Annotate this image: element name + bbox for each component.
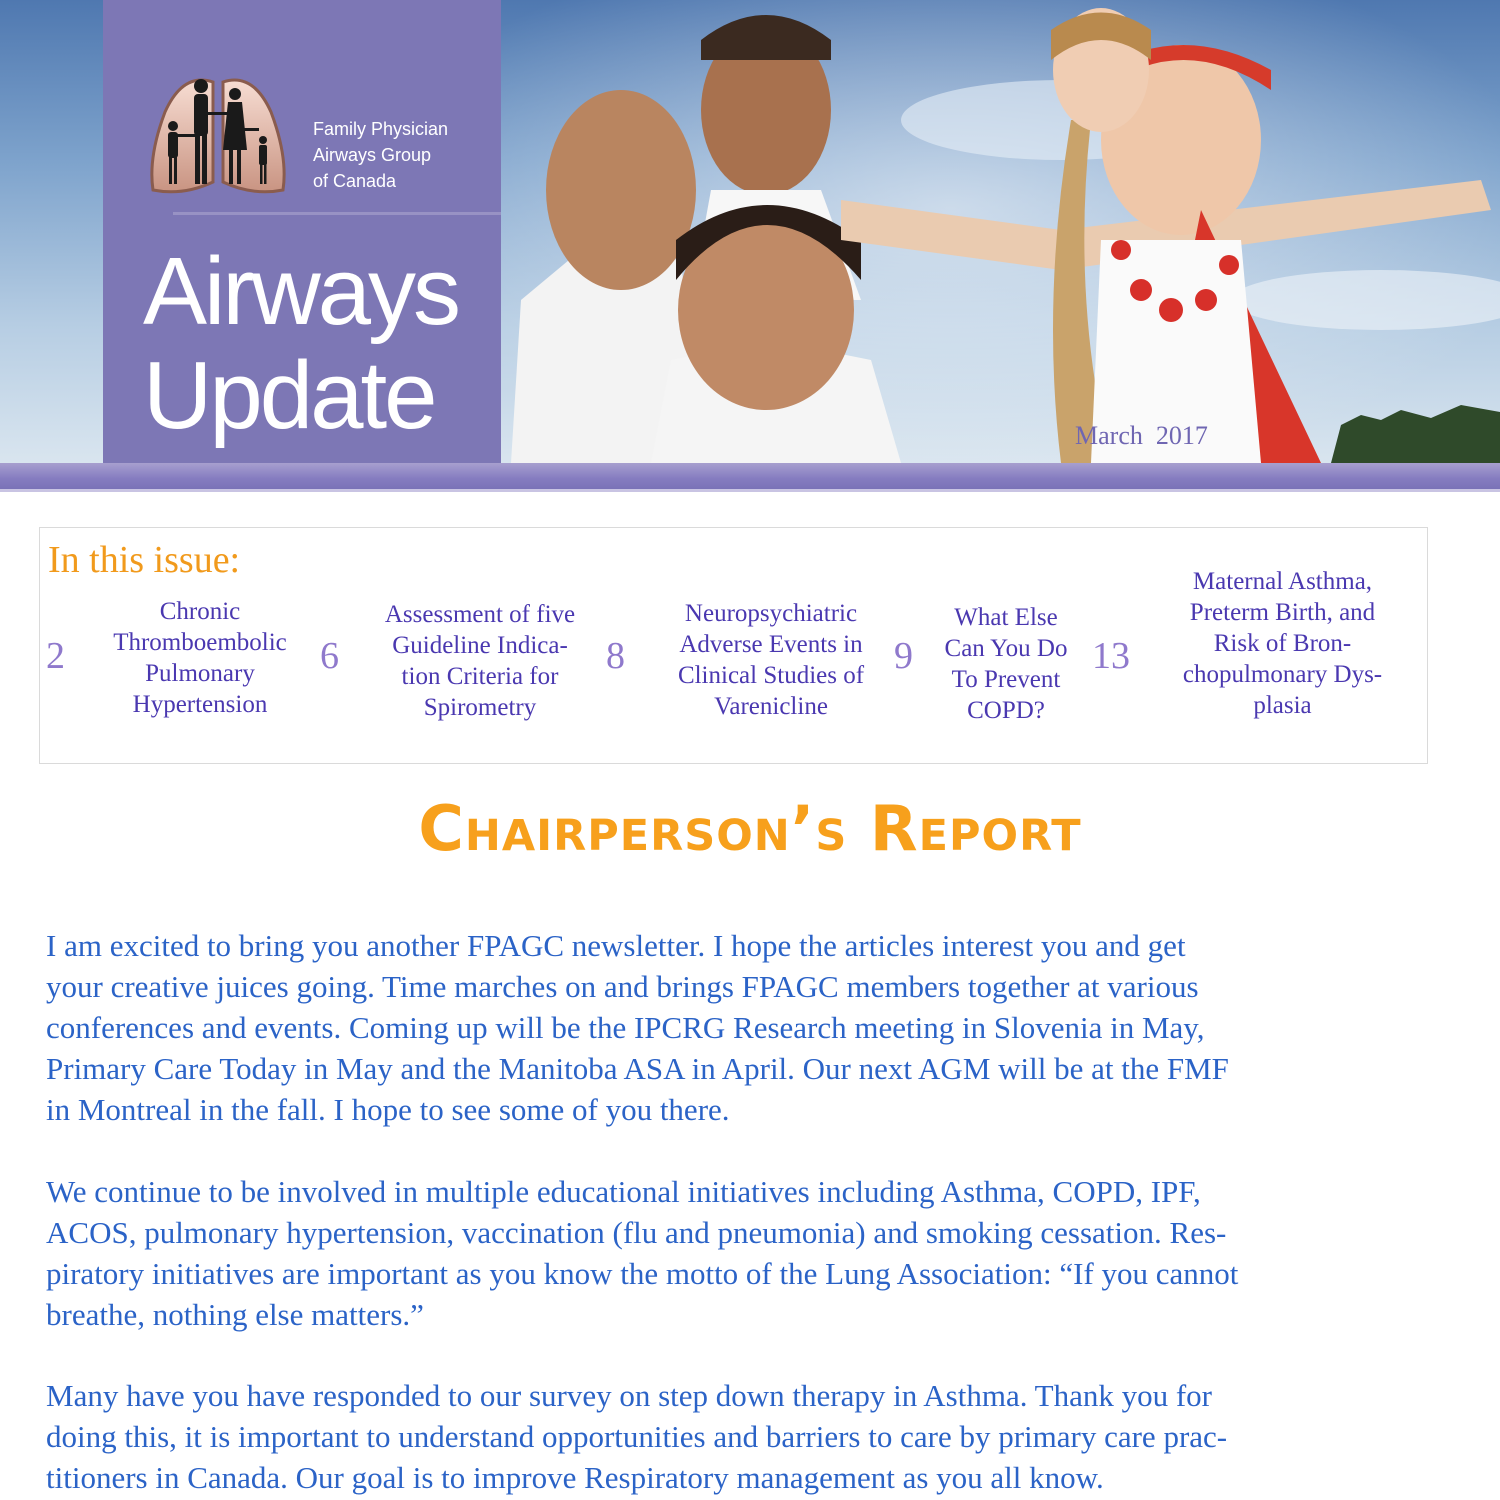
paragraph-line: ACOS, pulmonary hypertension, vaccination (flu and pneumonia) and smoking cessation. Res-: [46, 1215, 1227, 1250]
org-name-line: Family Physician: [313, 119, 449, 139]
report-paragraph: [46, 1375, 1446, 1498]
toc-item[interactable]: [1090, 528, 1420, 765]
lungs-family-logo-icon: [143, 72, 293, 198]
toc-title-line: What Else: [954, 604, 1058, 631]
paragraph-line: Primary Care Today in May and the Manitoba ASA in April. Our next AGM will be at the FMF: [46, 1051, 1229, 1086]
org-name-line: Airways Group: [313, 145, 432, 165]
toc-article-title: [926, 602, 1086, 726]
toc-title-line: plasia: [1253, 692, 1312, 719]
publication-title-line: Update: [143, 342, 435, 449]
issue-date: March 2017: [1075, 421, 1208, 450]
report-title: Chairperson’s Report: [418, 792, 1082, 865]
header-divider: [173, 212, 501, 215]
toc-title-line: Thromboembolic: [113, 629, 287, 656]
paragraph-line: I am excited to bring you another FPAGC newsletter. I hope the articles interest you and get: [46, 928, 1186, 963]
toc-title-line: Pulmonary: [145, 660, 255, 687]
title-panel: [103, 0, 501, 463]
paragraph-line: breathe, nothing else matters.”: [46, 1297, 424, 1332]
toc-title-line: Guideline Indica-: [392, 632, 568, 659]
toc-article-title: [360, 599, 600, 723]
paragraph-line: doing this, it is important to understand opportunities and barriers to care by primary care prac-: [46, 1419, 1228, 1454]
toc-title-line: Chronic: [159, 598, 241, 625]
toc-title-line: chopulmonary Dys-: [1182, 661, 1383, 688]
toc-title-line: Risk of Bron-: [1213, 630, 1352, 657]
paragraph-line: piratory initiatives are important as you know the motto of the Lung Association: “If you cannot: [46, 1256, 1239, 1291]
toc-title-line: Varenicline: [714, 693, 828, 720]
toc-title-line: Neuropsychiatric: [684, 600, 858, 627]
paragraph-line: your creative juices going. Time marches on and brings FPAGC members together at various: [46, 969, 1199, 1004]
header-strip: [0, 463, 1500, 489]
org-name-line: of Canada: [313, 171, 397, 191]
header-strip-line: [0, 489, 1500, 492]
publication-title-line: Airways: [143, 238, 459, 345]
toc-title-line: tion Criteria for: [401, 663, 559, 690]
toc-title-line: Can You Do: [944, 635, 1068, 662]
paragraph-line: titioners in Canada. Our goal is to improve Respiratory management as you all know.: [46, 1460, 1104, 1495]
toc-page-number: 2: [46, 635, 65, 677]
toc-article-title: [100, 596, 300, 720]
paragraph-line: in Montreal in the fall. I hope to see some of you there.: [46, 1092, 730, 1127]
toc-page-number: 8: [606, 635, 625, 677]
toc-title-line: Spirometry: [423, 694, 537, 721]
toc-title-line: Preterm Birth, and: [1189, 599, 1376, 626]
toc-title-line: Maternal Asthma,: [1192, 568, 1373, 595]
paragraph-line: Many have you have responded to our survey on step down therapy in Asthma. Thank you for: [46, 1378, 1212, 1413]
toc-item[interactable]: [310, 528, 600, 765]
paragraph-line: We continue to be involved in multiple educational initiatives including Asthma, COPD, IPF,: [46, 1174, 1201, 1209]
toc-title-line: Hypertension: [132, 691, 268, 718]
header-banner: [0, 0, 1500, 463]
toc-item[interactable]: [596, 528, 896, 765]
in-this-issue-box: [39, 527, 1428, 764]
toc-title-line: Assessment of five: [384, 601, 576, 628]
toc-title-line: Adverse Events in: [679, 631, 863, 658]
toc-title-line: To Prevent: [951, 666, 1061, 693]
publication-title: [143, 240, 503, 448]
toc-article-title: [656, 598, 886, 722]
report-paragraph: [46, 925, 1446, 1130]
toc-article-title: [1160, 566, 1405, 721]
toc-title-line: Clinical Studies of: [677, 662, 865, 689]
toc-item[interactable]: [40, 528, 330, 765]
family-photo: [501, 0, 1500, 463]
toc-page-number: 6: [320, 635, 339, 677]
in-this-issue-heading: In this issue:: [48, 539, 241, 581]
organization-name: [313, 116, 503, 194]
report-paragraph: [46, 1171, 1446, 1335]
toc-page-number: 9: [894, 635, 913, 677]
paragraph-line: conferences and events. Coming up will be the IPCRG Research meeting in Slovenia in May,: [46, 1010, 1205, 1045]
toc-item[interactable]: [884, 528, 1094, 765]
toc-page-number: 13: [1092, 635, 1130, 677]
toc-title-line: COPD?: [967, 697, 1045, 724]
